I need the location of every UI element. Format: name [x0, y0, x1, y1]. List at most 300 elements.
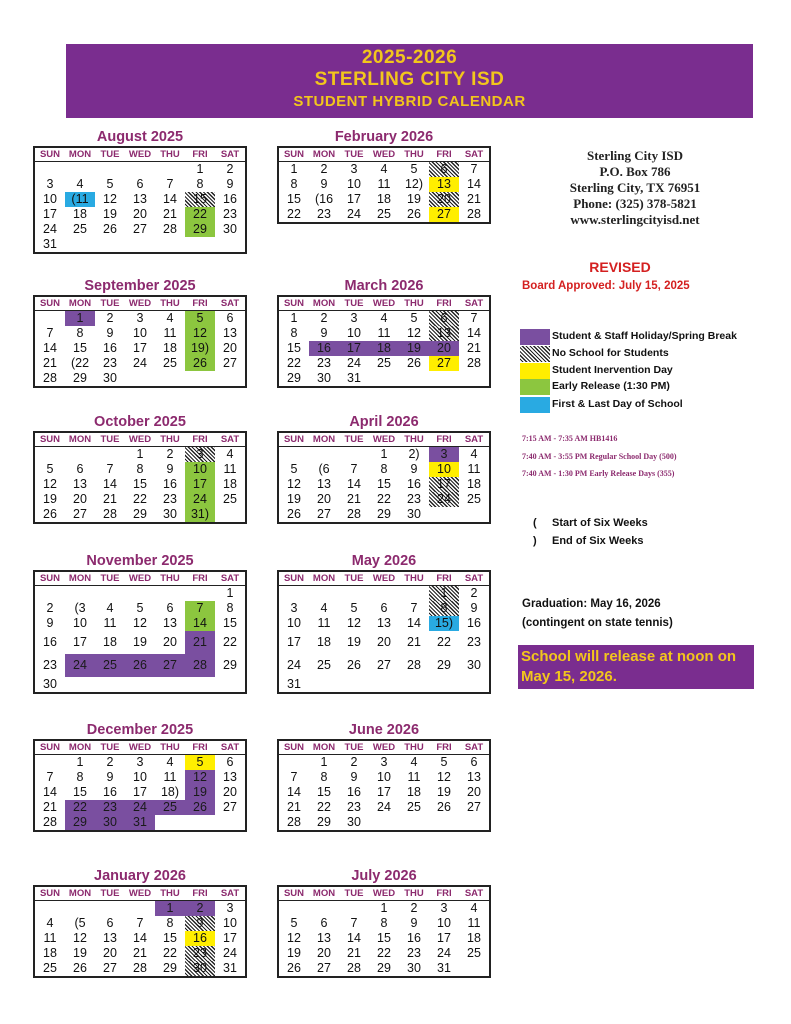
- empty-cell: [339, 901, 369, 916]
- day-cell: 2: [46, 601, 54, 615]
- day-cell: 19: [347, 635, 361, 649]
- week-row: [35, 477, 245, 492]
- legend-label: Early Release (1:30 PM): [552, 380, 670, 392]
- week-row: [279, 631, 489, 654]
- day-cell: 22: [437, 635, 451, 649]
- day-cell: 23: [407, 946, 421, 960]
- week-row: [35, 177, 245, 192]
- empty-cell: [155, 162, 185, 177]
- day-cell: 26: [43, 507, 57, 521]
- day-cell: 14: [185, 616, 215, 631]
- graduation-note: (contingent on state tennis): [522, 617, 673, 629]
- legend-item: [520, 346, 760, 362]
- day-cell: 31): [185, 507, 215, 522]
- day-cell: 15: [73, 785, 87, 799]
- day-cell: 5: [290, 462, 298, 476]
- day-header: WED: [372, 888, 396, 899]
- day-cell: 19: [133, 635, 147, 649]
- day-cell: 15: [377, 931, 391, 945]
- day-cell: 4: [106, 601, 114, 615]
- day-header: TUE: [100, 434, 120, 445]
- empty-cell: [459, 677, 489, 692]
- day-cell: 11: [377, 177, 391, 191]
- day-cell: 21: [185, 631, 215, 654]
- week-row: [279, 677, 489, 692]
- empty-cell: [155, 237, 185, 252]
- empty-cell: [65, 586, 95, 601]
- day-header: WED: [372, 742, 396, 753]
- day-header-row: [279, 741, 489, 755]
- week-row: [35, 507, 245, 522]
- day-cell: 17: [43, 207, 57, 221]
- day-cell: 8: [226, 601, 234, 615]
- day-cell: 29: [133, 507, 147, 521]
- week-row: [35, 815, 245, 830]
- month-july-2026: [277, 867, 491, 978]
- day-header: TUE: [344, 149, 364, 160]
- day-cell: 17: [377, 785, 391, 799]
- day-cell: 29: [437, 658, 451, 672]
- day-cell: 21: [163, 207, 177, 221]
- week-row: [279, 616, 489, 631]
- day-header: SAT: [220, 434, 240, 445]
- day-cell: 10: [287, 616, 301, 630]
- empty-cell: [65, 237, 95, 252]
- week-row: [279, 931, 489, 946]
- week-row: [35, 207, 245, 222]
- day-cell: 9: [350, 770, 358, 784]
- day-cell: 3: [136, 311, 144, 325]
- day-cell: 28: [407, 658, 421, 672]
- week-row: [279, 492, 489, 507]
- day-cell: 21: [43, 356, 57, 370]
- day-cell: 12: [43, 477, 57, 491]
- week-row: [35, 222, 245, 237]
- month-title: December 2025: [86, 722, 194, 738]
- day-cell: 26: [437, 800, 451, 814]
- day-cell: 31: [125, 815, 155, 830]
- day-cell: 27: [317, 961, 331, 975]
- day-cell: 16: [347, 785, 361, 799]
- week-row: [279, 601, 489, 616]
- week-row: [35, 616, 245, 631]
- day-cell: 22: [287, 207, 301, 221]
- graduation-date: Graduation: May 16, 2026: [522, 598, 661, 610]
- day-cell: 18: [407, 785, 421, 799]
- day-cell: 25: [223, 492, 237, 506]
- legend-label: First & Last Day of School: [552, 398, 683, 410]
- day-cell: 4: [76, 177, 84, 191]
- day-header: MON: [68, 298, 92, 309]
- day-cell: 16: [467, 616, 481, 630]
- day-cell: 19: [437, 785, 451, 799]
- day-header: THU: [404, 573, 424, 584]
- day-header: THU: [160, 434, 180, 445]
- day-header: FRI: [436, 298, 452, 309]
- day-cell: 13: [103, 931, 117, 945]
- schedule-time-line: 7:40 AM - 1:30 PM Early Release Days (355): [522, 469, 675, 478]
- day-header: THU: [404, 149, 424, 160]
- day-header: SAT: [464, 434, 484, 445]
- day-cell: 1: [429, 586, 459, 601]
- week-row: [279, 177, 489, 192]
- day-cell: 1: [136, 447, 144, 461]
- day-cell: 5: [410, 311, 418, 325]
- day-cell: 1: [380, 901, 388, 915]
- day-header-row: [279, 297, 489, 311]
- day-cell: 10: [347, 177, 361, 191]
- day-cell: 7: [185, 601, 215, 616]
- day-cell: 15: [133, 477, 147, 491]
- day-cell: 27: [317, 507, 331, 521]
- week-row: [35, 654, 245, 677]
- empty-cell: [279, 901, 309, 916]
- day-cell: 26: [407, 356, 421, 370]
- day-header: MON: [68, 434, 92, 445]
- day-cell: 31: [437, 961, 451, 975]
- day-cell: 28: [43, 371, 57, 385]
- day-cell: 4: [470, 447, 478, 461]
- legend-label: Student & Staff Holiday/Spring Break: [552, 330, 737, 342]
- day-cell: 11: [317, 616, 331, 630]
- day-cell: 17: [339, 341, 369, 356]
- graduation-info: [522, 595, 673, 633]
- empty-cell: [215, 507, 245, 522]
- empty-cell: [309, 677, 339, 692]
- day-header: SUN: [39, 573, 61, 584]
- empty-cell: [95, 677, 125, 692]
- day-cell: 21: [287, 800, 301, 814]
- day-cell: 2: [106, 755, 114, 769]
- empty-cell: [185, 677, 215, 692]
- day-cell: 10: [437, 916, 451, 930]
- day-cell: 17: [73, 635, 87, 649]
- day-cell: 11: [163, 326, 177, 340]
- day-cell: 26: [287, 507, 301, 521]
- day-cell: 20: [73, 492, 87, 506]
- month-june-2026: [277, 721, 491, 832]
- legend-swatch: [520, 379, 550, 395]
- day-header: THU: [404, 298, 424, 309]
- day-cell: 5: [46, 462, 54, 476]
- day-cell: 25: [467, 492, 481, 506]
- day-cell: 8: [196, 177, 204, 191]
- day-cell: 20: [429, 192, 459, 207]
- empty-cell: [35, 311, 65, 326]
- empty-cell: [429, 507, 459, 522]
- month-grid: [277, 570, 491, 694]
- day-cell: 11: [223, 462, 237, 476]
- day-cell: 26: [347, 658, 361, 672]
- empty-cell: [35, 162, 65, 177]
- day-cell: 13: [467, 770, 481, 784]
- month-title: November 2025: [86, 553, 194, 569]
- day-cell: 24: [377, 800, 391, 814]
- day-header: FRI: [436, 573, 452, 584]
- day-cell: 14: [43, 785, 57, 799]
- empty-cell: [215, 237, 245, 252]
- day-cell: 23: [407, 492, 421, 506]
- day-header-row: [35, 433, 245, 447]
- day-header: TUE: [100, 149, 120, 160]
- day-cell: 12: [185, 326, 215, 341]
- day-header: WED: [128, 742, 152, 753]
- empty-cell: [125, 162, 155, 177]
- day-cell: 3: [290, 601, 298, 615]
- district-website[interactable]: www.sterlingcityisd.net: [570, 212, 700, 227]
- day-header: FRI: [436, 149, 452, 160]
- header-year: 2025-2026: [361, 47, 458, 68]
- day-cell: 21: [43, 800, 57, 814]
- day-header: FRI: [436, 434, 452, 445]
- day-cell: 29: [223, 658, 237, 672]
- empty-cell: [35, 586, 65, 601]
- month-march-2026: [277, 277, 491, 388]
- empty-cell: [459, 371, 489, 386]
- day-cell: 11: [467, 916, 481, 930]
- day-cell: 19: [185, 785, 215, 800]
- day-cell: 23: [467, 635, 481, 649]
- day-cell: 5: [410, 162, 418, 176]
- day-cell: 30: [163, 507, 177, 521]
- day-header: FRI: [192, 149, 208, 160]
- day-cell: 22: [317, 800, 331, 814]
- day-cell: (6: [318, 462, 330, 476]
- day-cell: 10: [133, 770, 147, 784]
- day-header: MON: [68, 742, 92, 753]
- month-title: March 2026: [344, 278, 424, 294]
- day-cell: 1: [290, 162, 298, 176]
- day-cell: 23: [223, 207, 237, 221]
- day-cell: 14: [163, 192, 177, 206]
- week-row: [35, 785, 245, 800]
- day-cell: 9: [320, 326, 328, 340]
- day-cell: 8: [290, 177, 298, 191]
- day-cell: 21: [347, 492, 361, 506]
- day-cell: 27: [467, 800, 481, 814]
- day-header: WED: [372, 149, 396, 160]
- day-header: TUE: [100, 573, 120, 584]
- week-row: [279, 815, 489, 830]
- day-cell: 6: [226, 755, 234, 769]
- empty-cell: [399, 371, 429, 386]
- day-cell: 14: [347, 477, 361, 491]
- day-cell: 19: [287, 492, 301, 506]
- empty-cell: [215, 815, 245, 830]
- empty-cell: [399, 586, 429, 601]
- empty-cell: [65, 901, 95, 916]
- header-calendar-title: STUDENT HYBRID CALENDAR: [293, 93, 526, 110]
- day-cell: 28: [347, 507, 361, 521]
- month-grid: [33, 885, 247, 978]
- day-cell: 12: [347, 616, 361, 630]
- week-row: [279, 311, 489, 326]
- day-header: FRI: [192, 742, 208, 753]
- legend-item: [520, 363, 760, 379]
- week-row: [35, 371, 245, 386]
- day-cell: 31: [347, 371, 361, 385]
- day-cell: 28: [185, 654, 215, 677]
- day-cell: 22: [185, 207, 215, 222]
- empty-cell: [35, 755, 65, 770]
- day-cell: 13: [163, 616, 177, 630]
- day-cell: 4: [470, 901, 478, 915]
- week-row: [279, 785, 489, 800]
- day-header: WED: [372, 434, 396, 445]
- day-cell: 23: [347, 800, 361, 814]
- day-cell: 14: [133, 931, 147, 945]
- day-header: FRI: [436, 742, 452, 753]
- legend-swatch: [520, 329, 550, 345]
- day-header: SUN: [39, 434, 61, 445]
- day-cell: 18: [317, 635, 331, 649]
- empty-cell: [155, 815, 185, 830]
- day-cell: 11: [163, 770, 177, 784]
- empty-cell: [35, 447, 65, 462]
- day-cell: 8: [76, 326, 84, 340]
- day-cell: 12: [133, 616, 147, 630]
- day-cell: 1: [226, 586, 234, 600]
- week-row: [279, 447, 489, 462]
- legend-item: [520, 379, 760, 395]
- month-grid: [33, 146, 247, 254]
- day-cell: 13: [223, 326, 237, 340]
- day-cell: 5: [136, 601, 144, 615]
- empty-cell: [309, 586, 339, 601]
- day-cell: 10: [133, 326, 147, 340]
- six-weeks-key-item: [533, 535, 644, 547]
- day-cell: 23: [317, 356, 331, 370]
- day-cell: 24: [347, 356, 361, 370]
- day-cell: 3: [429, 447, 459, 462]
- month-april-2026: [277, 413, 491, 524]
- day-cell: 6: [429, 162, 459, 177]
- day-cell: 14: [467, 326, 481, 340]
- day-cell: 30: [185, 961, 215, 976]
- day-header-row: [35, 148, 245, 162]
- day-cell: 4: [380, 311, 388, 325]
- day-cell: 17: [437, 931, 451, 945]
- district-phone: Phone: (325) 378-5821: [573, 196, 697, 211]
- day-cell: 26: [125, 654, 155, 677]
- day-cell: 9: [320, 177, 328, 191]
- month-february-2026: [277, 128, 491, 224]
- day-cell: 12: [185, 770, 215, 785]
- day-header: SAT: [464, 149, 484, 160]
- board-approved: Board Approved: July 15, 2025: [522, 280, 690, 292]
- day-cell: 12): [404, 177, 424, 191]
- week-row: [35, 192, 245, 207]
- day-cell: 2: [320, 311, 328, 325]
- day-cell: 4: [320, 601, 328, 615]
- day-cell: 28: [163, 222, 177, 236]
- day-header: SUN: [283, 888, 305, 899]
- empty-cell: [125, 901, 155, 916]
- day-cell: 6: [320, 916, 328, 930]
- legend-swatch: [520, 346, 550, 362]
- day-cell: 20: [163, 635, 177, 649]
- day-cell: 27: [223, 356, 237, 370]
- day-header: MON: [312, 298, 336, 309]
- week-row: [279, 192, 489, 207]
- day-cell: 7: [106, 462, 114, 476]
- day-cell: 29: [185, 222, 215, 237]
- day-cell: 27: [155, 654, 185, 677]
- day-cell: 11: [103, 616, 117, 630]
- week-row: [35, 162, 245, 177]
- day-cell: 5: [185, 755, 215, 770]
- day-header: SAT: [464, 888, 484, 899]
- week-row: [35, 341, 245, 356]
- day-cell: 10: [43, 192, 57, 206]
- week-row: [35, 586, 245, 601]
- day-header: SUN: [283, 742, 305, 753]
- week-row: [279, 507, 489, 522]
- month-title: September 2025: [84, 278, 196, 294]
- day-cell: 5: [290, 916, 298, 930]
- empty-cell: [125, 371, 155, 386]
- day-cell: 20: [467, 785, 481, 799]
- day-cell: 29: [377, 961, 391, 975]
- day-header: SAT: [464, 298, 484, 309]
- month-grid: [277, 885, 491, 978]
- day-cell: 29: [317, 815, 331, 829]
- day-cell: 16: [185, 931, 215, 946]
- day-cell: 14: [287, 785, 301, 799]
- month-grid: [277, 146, 491, 224]
- day-cell: 9: [46, 616, 54, 630]
- day-cell: 12: [437, 770, 451, 784]
- month-grid: [33, 570, 247, 694]
- six-weeks-symbol: ): [533, 535, 537, 547]
- schedule-time-line: 7:40 AM - 3:55 PM Regular School Day (500): [522, 452, 677, 461]
- day-cell: 7: [290, 770, 298, 784]
- six-weeks-label: End of Six Weeks: [552, 535, 644, 547]
- day-cell: 17: [287, 635, 301, 649]
- day-cell: 29: [163, 961, 177, 975]
- day-cell: 14: [347, 931, 361, 945]
- day-cell: 7: [470, 311, 478, 325]
- day-cell: 17: [347, 192, 361, 206]
- empty-cell: [65, 162, 95, 177]
- six-weeks-symbol: (: [533, 517, 537, 529]
- week-row: [35, 601, 245, 616]
- day-cell: 27: [429, 207, 459, 222]
- day-cell: 23: [43, 658, 57, 672]
- day-cell: 29: [65, 815, 95, 830]
- day-cell: 1: [380, 447, 388, 461]
- week-row: [35, 631, 245, 654]
- day-cell: 19: [407, 192, 421, 206]
- empty-cell: [369, 371, 399, 386]
- day-cell: 28: [467, 356, 481, 370]
- day-cell: (3: [74, 601, 86, 615]
- day-cell: (11: [65, 192, 95, 207]
- day-cell: 16: [43, 635, 57, 649]
- day-cell: (22: [70, 356, 90, 370]
- week-row: [279, 341, 489, 356]
- day-cell: 30: [223, 222, 237, 236]
- day-header: TUE: [344, 742, 364, 753]
- day-cell: 2: [350, 755, 358, 769]
- day-cell: 19): [185, 341, 215, 356]
- empty-cell: [65, 447, 95, 462]
- day-header: THU: [404, 434, 424, 445]
- day-header: FRI: [192, 573, 208, 584]
- day-cell: 16: [407, 477, 421, 491]
- day-cell: 13: [377, 616, 391, 630]
- day-cell: 19: [73, 946, 87, 960]
